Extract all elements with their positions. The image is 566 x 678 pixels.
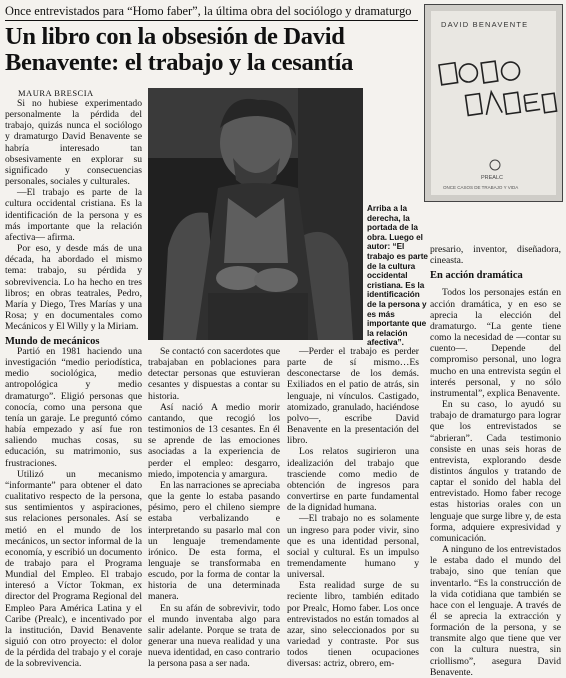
book-publisher: PREALC xyxy=(481,175,504,181)
subhead-mecanicos: Mundo de mecánicos xyxy=(5,336,100,348)
article-headline xyxy=(5,24,425,76)
paragraph: —El trabajo es parte de la cultura occidental cristiana. Es la identificación de la persona y es más importante que la relación afectiva— afirma. xyxy=(5,187,142,243)
book-author: DAVID BENAVENTE xyxy=(441,20,529,29)
column-2 xyxy=(148,346,280,670)
paragraph: Por eso, y desde más de una década, ha abordado el mismo tema: trabajo, su pérdida y sobrevivencia. Lo ha hecho en tres libros; en obras teatrales, Pedro, María y Diego, Tres Marías y una Rosa; y en documentales como Mecánicos y El Willy y la Miriam. xyxy=(5,243,142,333)
author-photo xyxy=(148,88,363,340)
paragraph: Si no hubiese experimentado personalmente la pérdida del trabajo, quizás nunca el sociólogo y dramaturgo David Benavente se habría interesado tan obsesivamente en explorar su significado y consecuencias personales, sociales y culturales. xyxy=(5,98,142,188)
paragraph: —Perder el trabajo es perder parte de sí mismo…Es desconectarse de los demás. Exiliados en el patio de atrás, sin lenguaje, ni vínculos. Castigado, atomizado, granulado, haciéndose polvo—, escribe David Benavente en la presentación del libro. xyxy=(287,346,419,447)
kicker-rule xyxy=(5,20,418,21)
paragraph: Esta realidad surge de su reciente libro, también editado por Prealc, Homo faber. Los once entrevistados no están tomados al azar, sino seleccionados por su variedad y contraste. Por sus todos tienen ocupaciones diversas: actriz, obrero, em- xyxy=(287,580,419,670)
book-cover xyxy=(424,4,563,202)
paragraph: —El trabajo no es solamente un ingreso para poder vivir, sino que es una identidad personal, social y cultural. Es un impulso tremendamente humano y universal. xyxy=(287,513,419,581)
author-portrait-image xyxy=(148,88,363,340)
book-cover-art xyxy=(425,5,562,201)
column-3 xyxy=(287,346,419,670)
byline: MAURA BRESCIA xyxy=(18,88,94,98)
paragraph: En las narraciones se apreciaba que la gente lo estaba pasando pésimo, pero el chileno siempre estaba verbalizando e interpretando su pasarlo mal con un lenguaje tremendamente irónico. De esta forma, el lenguaje se transformaba en escudo, por la forma de contar la historia de una determinada manera. xyxy=(148,479,280,603)
column-4 xyxy=(430,244,561,678)
article-kicker: Once entrevistados para “Homo faber”, la última obra del sociólogo y dramaturgo xyxy=(5,4,412,18)
photo-caption: Arriba a la derecha, la portada de la obra. Luego el autor: “El trabajo es parte de la cultura occidental cristiana. Es la identificación de la persona y es más importante que la relación afectiva”. xyxy=(367,204,428,348)
column-1-top xyxy=(5,98,142,353)
paragraph: Los relatos sugirieron una idealización del trabajo que trasciende como medio de obtención de ingresos para convertirse en parte fundamental de la dignidad humana. xyxy=(287,446,419,514)
paragraph: Partió en 1981 haciendo una investigación “medio periodística, medio sociológica, medio antropológica y medio dramaturgo”. Eligió personas que conocía, como una persona que tenía un garaje. Le preguntó cómo había empezado y así fue ron saliendo muchas cosas, su educación, su matrimonio, sus frustraciones. xyxy=(5,346,142,469)
headline-line-1: Un libro con la obsesión de David xyxy=(5,23,345,50)
subhead-accion-dramatica: En acción dramática xyxy=(430,270,523,282)
column-1-bottom xyxy=(5,346,142,670)
headline-line-2: Benavente: el trabajo y la cesantía xyxy=(5,49,354,76)
paragraph: Utilizó un mecanismo “informante” para obtener el dato cualitativo respecto de la persona, sus sentimientos y aspiraciones, sus relaciones personales. Así se metió en el mundo de los mecánicos, un sector informal de la economía, y escribió un documento de trabajo para el Programa Mundial del Empleo. El trabajo interesó a Víctor Tokman, ex director del Programa Regional del Empleo Para América Latina y el Caribe (Prealc), e incentivado por la institución, David Benavente siguió con otro proyecto: el dolor de la pérdida del trabajo y el coraje de la sobrevivencia. xyxy=(5,468,142,670)
paragraph: Todos los personajes están en acción dramática, y en eso se aprecia la elección del dramaturgo. “La gente tiene como la necesidad de —contar su cuento—. Depende del compromiso personal, uno logra mucho en una entrevista según el interés personal, y no sólo instrumental”, explica Benavente. xyxy=(430,287,561,399)
paragraph: En su caso, lo ayudó su trabajo de dramaturgo para lograr que los entrevistados se “abrieran”. Cada testimonio consiste en unas seis horas de entrevista, explorando desde distintos ángulos y tratando de captar el sonido del habla del entrevistado. Homo faber recoge estas historias orales con un lenguaje que surge libre y, de esta forma, adquiere expresividad y comunicación. xyxy=(430,399,561,544)
paragraph: Así nació A medio morir cantando, que recogió los testimonios de 13 cesantes. En él se aprende de las emociones asociadas a la experiencia de perder el empleo: desgarro, miedo, impotencia y amargura. xyxy=(148,401,280,480)
paragraph: En su afán de sobrevivir, todo el mundo inventaba algo para salir adelante. Porque se trata de generar una nueva realidad y una nueva identidad, en caso contrario la persona pasa a ser nada. xyxy=(148,602,280,670)
paragraph: presario, inventor, diseñadora, cineasta. xyxy=(430,244,561,267)
paragraph: Se contactó con sacerdotes que trabajaban en poblaciones para detectar personas que estuvieran cesantes y dispuestas a contar su historia. xyxy=(148,346,280,402)
paragraph: A ninguno de los entrevistados le estaba dado el mundo del trabajo, sino que tenían que inventarlo. “Es la construcción de la vida cotidiana que también se hace con el lenguaje. A través de él se aprecia la extracción y formación de la persona, y se transmite algo que tiene que ver con la cultura nuestra, sin criollismo”, asegura David Benavente. xyxy=(430,544,561,678)
book-footer: ONCE CASOS DE TRABAJO Y VIDA xyxy=(443,185,519,190)
